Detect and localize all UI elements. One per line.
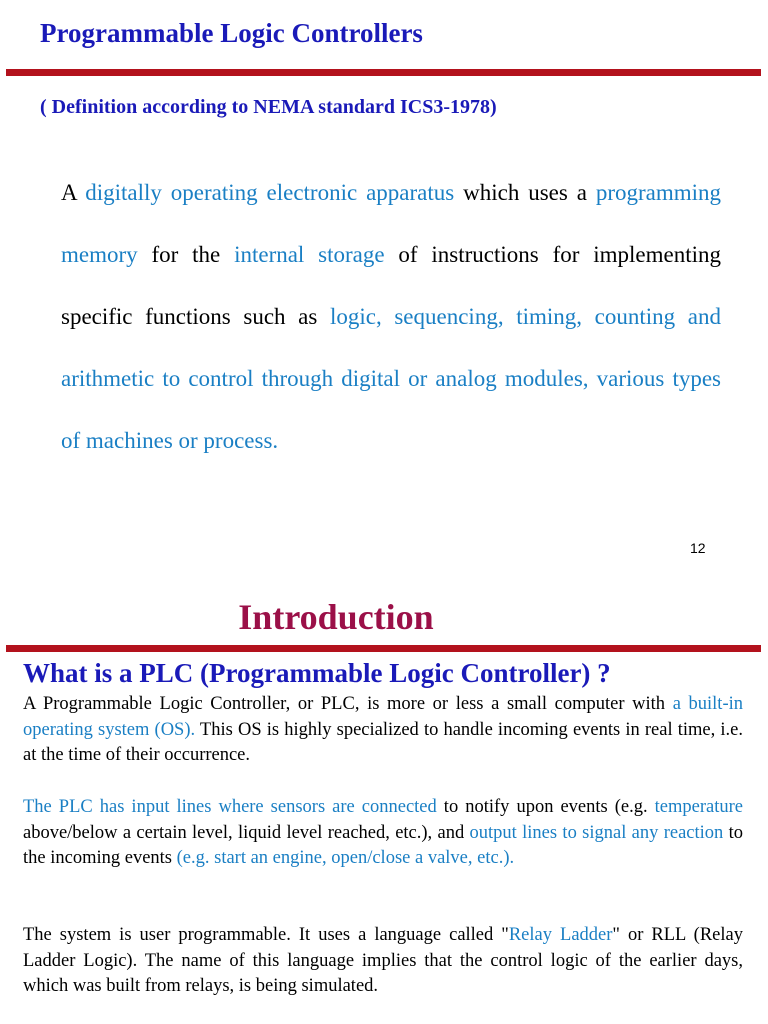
paragraph-text: The system is user programmable. It uses a language called " bbox=[23, 925, 509, 945]
os-paragraph bbox=[23, 692, 743, 769]
definition-highlight: digitally operating electronic apparatus bbox=[85, 180, 455, 205]
io-paragraph bbox=[23, 795, 743, 872]
paragraph-text: " or RLL (Relay Ladder Logic). The name of this language implies that the control logic of the earlier days, which was built from relays, is being simulated. bbox=[23, 925, 743, 996]
title-divider bbox=[6, 69, 761, 76]
paragraph-highlight: output lines to signal any reaction bbox=[469, 822, 724, 843]
definition-highlight: programming memory bbox=[61, 180, 722, 267]
paragraph-highlight: Relay Ladder bbox=[508, 925, 613, 945]
paragraph-highlight: a built-in operating system (OS). bbox=[23, 694, 743, 740]
definition-text: A bbox=[61, 180, 86, 205]
definition-text: for the bbox=[137, 242, 235, 267]
page-number: 12 bbox=[690, 540, 706, 556]
paragraph-highlight: (e.g. start an engine, open/close a valve, etc.). bbox=[176, 848, 515, 868]
rll-paragraph bbox=[23, 923, 743, 1000]
definition-text: which uses a bbox=[454, 180, 596, 205]
slide-title: Programmable Logic Controllers bbox=[40, 18, 423, 48]
definition-text: of instructions for implementing specific functions such as bbox=[61, 242, 721, 329]
paragraph-text: A Programmable Logic Controller, or PLC, is more or less a small computer with bbox=[23, 694, 673, 714]
definition-subtitle: ( Definition according to NEMA standard ICS3-1978) bbox=[40, 96, 497, 118]
paragraph-text: to notify upon events (e.g. bbox=[436, 797, 655, 817]
plc-heading: What is a PLC (Programmable Logic Controller) ? bbox=[23, 658, 611, 688]
paragraph-highlight: temperature bbox=[654, 797, 743, 817]
definition-highlight: logic, sequencing, timing, counting and arithmetic to control through digital or analog modules, various types of machines or process. bbox=[61, 304, 721, 453]
definition-paragraph bbox=[61, 162, 721, 472]
introduction-title: Introduction bbox=[238, 597, 434, 637]
definition-highlight: internal storage bbox=[234, 242, 385, 267]
paragraph-text: to the incoming events bbox=[23, 822, 744, 868]
paragraph-highlight: The PLC has input lines where sensors are connected bbox=[23, 797, 437, 817]
introduction-divider bbox=[6, 645, 761, 652]
paragraph-text: above/below a certain level, liquid level reached, etc.), and bbox=[23, 822, 470, 843]
paragraph-text: This OS is highly specialized to handle incoming events in real time, i.e. at the time of their occurrence. bbox=[23, 719, 743, 765]
